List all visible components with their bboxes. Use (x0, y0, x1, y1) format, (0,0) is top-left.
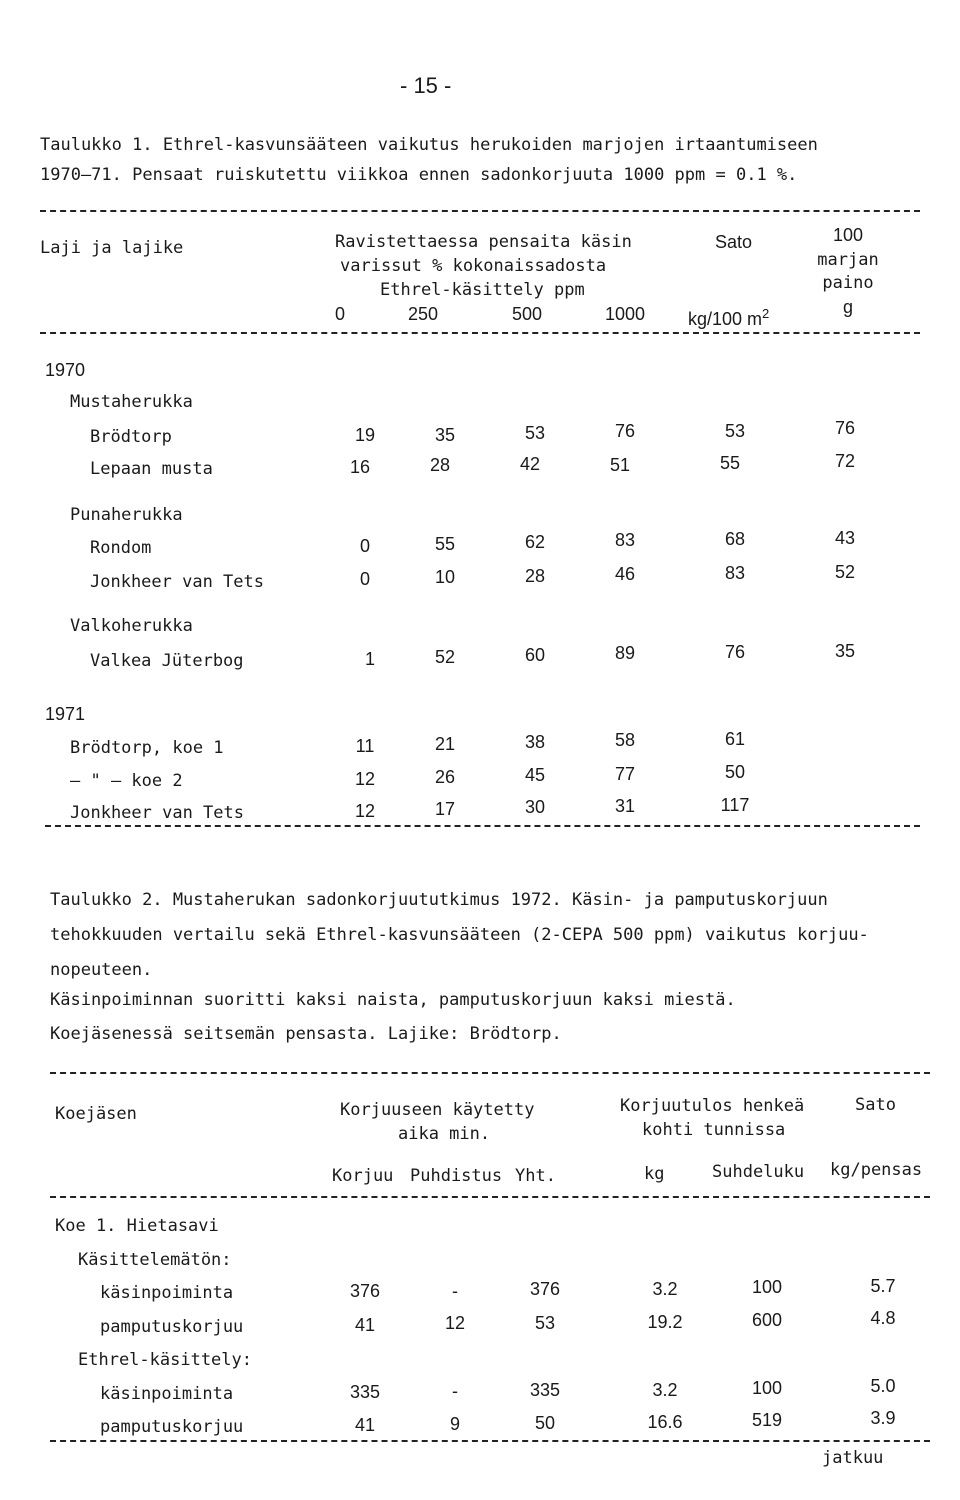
cell: 3.9 (870, 1408, 896, 1428)
table2-continued: jatkuu (822, 1448, 884, 1468)
cell: 58 (614, 730, 636, 750)
cell: 335 (349, 1382, 381, 1402)
cell: 52 (434, 647, 456, 667)
row-label: pamputuskorjuu (100, 1317, 244, 1337)
cell: 53 (524, 423, 546, 443)
cell: 600 (751, 1310, 783, 1330)
cell: 0 (359, 569, 370, 589)
table2-note-line1: Käsinpoiminnan suoritti kaksi naista, pamputuskorjuun kaksi miestä. (50, 990, 736, 1010)
table1-bottom-rule (45, 825, 920, 827)
cell: 117 (720, 795, 750, 815)
table1-top-rule (40, 210, 920, 212)
table2-sub-kg: kg (644, 1164, 665, 1184)
table2-sub-kg-pensas: kg/pensas (830, 1160, 923, 1180)
cell: 62 (524, 532, 546, 552)
cell: 43 (834, 528, 856, 548)
cell: 76 (724, 642, 746, 662)
cell: 4.8 (870, 1308, 896, 1328)
table2-sub-korjuu: Korjuu (332, 1166, 394, 1186)
table1-header-dose-0: 0 (334, 304, 345, 324)
cell: 52 (834, 562, 856, 582)
table1-header-dose-1000: 1000 (604, 304, 646, 324)
table1-group-valkoherukka: Valkoherukka (70, 616, 193, 636)
cell: - (452, 1381, 458, 1401)
table1-header-group-line1: Ravistettaessa pensaita käsin (335, 232, 632, 252)
row-label: Jonkheer van Tets (70, 803, 244, 823)
cell: 83 (614, 530, 636, 550)
cell: 89 (614, 643, 636, 663)
cell: 46 (614, 564, 636, 584)
cell: 45 (524, 765, 546, 785)
table2-sub-suhdeluku: Suhdeluku (712, 1162, 805, 1182)
cell: 41 (354, 1415, 376, 1435)
cell: 519 (751, 1410, 783, 1430)
cell: 12 (354, 769, 376, 789)
row-label: Rondom (90, 538, 152, 558)
cell: 19.2 (647, 1312, 683, 1332)
cell: 30 (524, 797, 546, 817)
cell: 3.2 (652, 1380, 678, 1400)
cell: 376 (349, 1281, 381, 1301)
row-label: Brödtorp (90, 427, 172, 447)
cell: 83 (724, 563, 746, 583)
row-label: käsinpoiminta (100, 1283, 234, 1303)
table1-header-rule (40, 332, 920, 334)
table1-header-weight-line3: paino (822, 273, 874, 293)
row-label: pamputuskorjuu (100, 1417, 244, 1437)
table2-sub-puhdistus: Puhdistus (410, 1166, 503, 1186)
table2-section-ethrel: Ethrel-käsittely: (78, 1350, 252, 1370)
cell: 376 (529, 1279, 561, 1299)
row-label: Valkea Jüterbog (90, 651, 244, 671)
cell: 16 (349, 457, 371, 477)
cell: 50 (534, 1413, 556, 1433)
table1-year-1971: 1971 (45, 704, 86, 724)
table1-header-species: Laji ja lajike (40, 238, 184, 258)
cell: 100 (751, 1277, 783, 1297)
cell: 38 (524, 732, 546, 752)
cell: 335 (529, 1380, 561, 1400)
yield-unit-text: kg/100 m (688, 309, 763, 329)
table1-caption-line2: 1970–71. Pensaat ruiskutettu viikkoa ennen sadonkorjuuta 1000 ppm = 0.1 %. (40, 165, 798, 185)
table1-header-weight-unit: g (842, 297, 853, 317)
table1-header-group-line2: varissut % kokonaissadosta (340, 256, 607, 276)
table2-header-result-line2: kohti tunnissa (642, 1120, 786, 1140)
table1-year-1970: 1970 (45, 360, 86, 380)
cell: 11 (355, 736, 375, 756)
table1-group-mustaherukka: Mustaherukka (70, 392, 193, 412)
table2-header-yield: Sato (855, 1095, 896, 1115)
row-label: – " – koe 2 (70, 771, 183, 791)
cell: 35 (434, 425, 456, 445)
table2-header-time-line1: Korjuuseen käytetty (340, 1100, 535, 1120)
cell: 100 (751, 1378, 783, 1398)
cell: 60 (524, 645, 546, 665)
cell: 61 (724, 729, 746, 749)
cell: 35 (834, 641, 856, 661)
table1-header-group-line3: Ethrel-käsittely ppm (380, 280, 585, 300)
table2-header-time-line2: aika min. (398, 1124, 491, 1144)
cell: 53 (724, 421, 746, 441)
table1-header-weight-line2: marjan (817, 250, 879, 270)
table2-header-koejasen: Koejäsen (55, 1104, 137, 1124)
cell: 76 (834, 418, 856, 438)
cell: 31 (614, 796, 636, 816)
cell: 68 (724, 529, 746, 549)
table1-header-yield: Sato (715, 232, 753, 252)
yield-unit-sup: 2 (762, 306, 770, 321)
cell: 21 (434, 734, 456, 754)
cell: 26 (434, 767, 456, 787)
table1-group-punaherukka: Punaherukka (70, 505, 183, 525)
cell: 0 (359, 536, 370, 556)
table2-caption-line2: tehokkuuden vertailu sekä Ethrel-kasvunsääteen (2-CEPA 500 ppm) vaikutus korjuu- (50, 925, 869, 945)
table1-header-dose-500: 500 (511, 304, 543, 324)
table2-bottom-rule (50, 1440, 930, 1442)
table1-header-weight-line1: 100 (832, 225, 864, 245)
cell: 28 (429, 455, 451, 475)
table2-note-line2: Koejäsenessä seitsemän pensasta. Lajike: Brödtorp. (50, 1024, 562, 1044)
table2-experiment: Koe 1. Hietasavi (55, 1216, 219, 1236)
cell: 3.2 (652, 1279, 678, 1299)
table2-sub-yht: Yht. (515, 1166, 556, 1186)
table1-header-dose-250: 250 (407, 304, 439, 324)
cell: 50 (724, 762, 746, 782)
row-label: Jonkheer van Tets (90, 572, 264, 592)
table2-header-result-line1: Korjuutulos henkeä (620, 1096, 805, 1116)
cell: 1 (364, 649, 375, 669)
cell: - (452, 1281, 458, 1301)
table1-header-yield-unit (688, 304, 769, 329)
cell: 41 (354, 1315, 376, 1335)
cell: 42 (519, 454, 541, 474)
cell: 28 (524, 566, 546, 586)
cell: 51 (609, 455, 631, 475)
cell: 77 (614, 764, 636, 784)
table1-caption-line1: Taulukko 1. Ethrel-kasvunsääteen vaikutus herukoiden marjojen irtaantumiseen (40, 135, 818, 155)
cell: 5.0 (870, 1376, 896, 1396)
cell: 17 (434, 799, 456, 819)
cell: 76 (614, 421, 636, 441)
row-label: käsinpoiminta (100, 1384, 234, 1404)
cell: 5.7 (870, 1276, 896, 1296)
row-label: Brödtorp, koe 1 (70, 738, 224, 758)
table2-caption-line1: Taulukko 2. Mustaherukan sadonkorjuututkimus 1972. Käsin- ja pamputuskorjuun (50, 890, 828, 910)
cell: 16.6 (647, 1412, 683, 1432)
table2-section-untreated: Käsittelemätön: (78, 1250, 232, 1270)
cell: 19 (354, 425, 376, 445)
row-label: Lepaan musta (90, 459, 213, 479)
table2-header-rule (50, 1196, 930, 1198)
table2-caption-line3: nopeuteen. (50, 960, 153, 980)
cell: 55 (719, 453, 741, 473)
cell: 72 (834, 451, 856, 471)
table2-top-rule (50, 1072, 930, 1074)
page-number: - 15 - (400, 73, 452, 98)
cell: 9 (449, 1414, 460, 1434)
cell: 12 (444, 1313, 466, 1333)
cell: 53 (534, 1313, 556, 1333)
cell: 55 (434, 534, 456, 554)
cell: 10 (434, 567, 456, 587)
cell: 12 (354, 801, 376, 821)
